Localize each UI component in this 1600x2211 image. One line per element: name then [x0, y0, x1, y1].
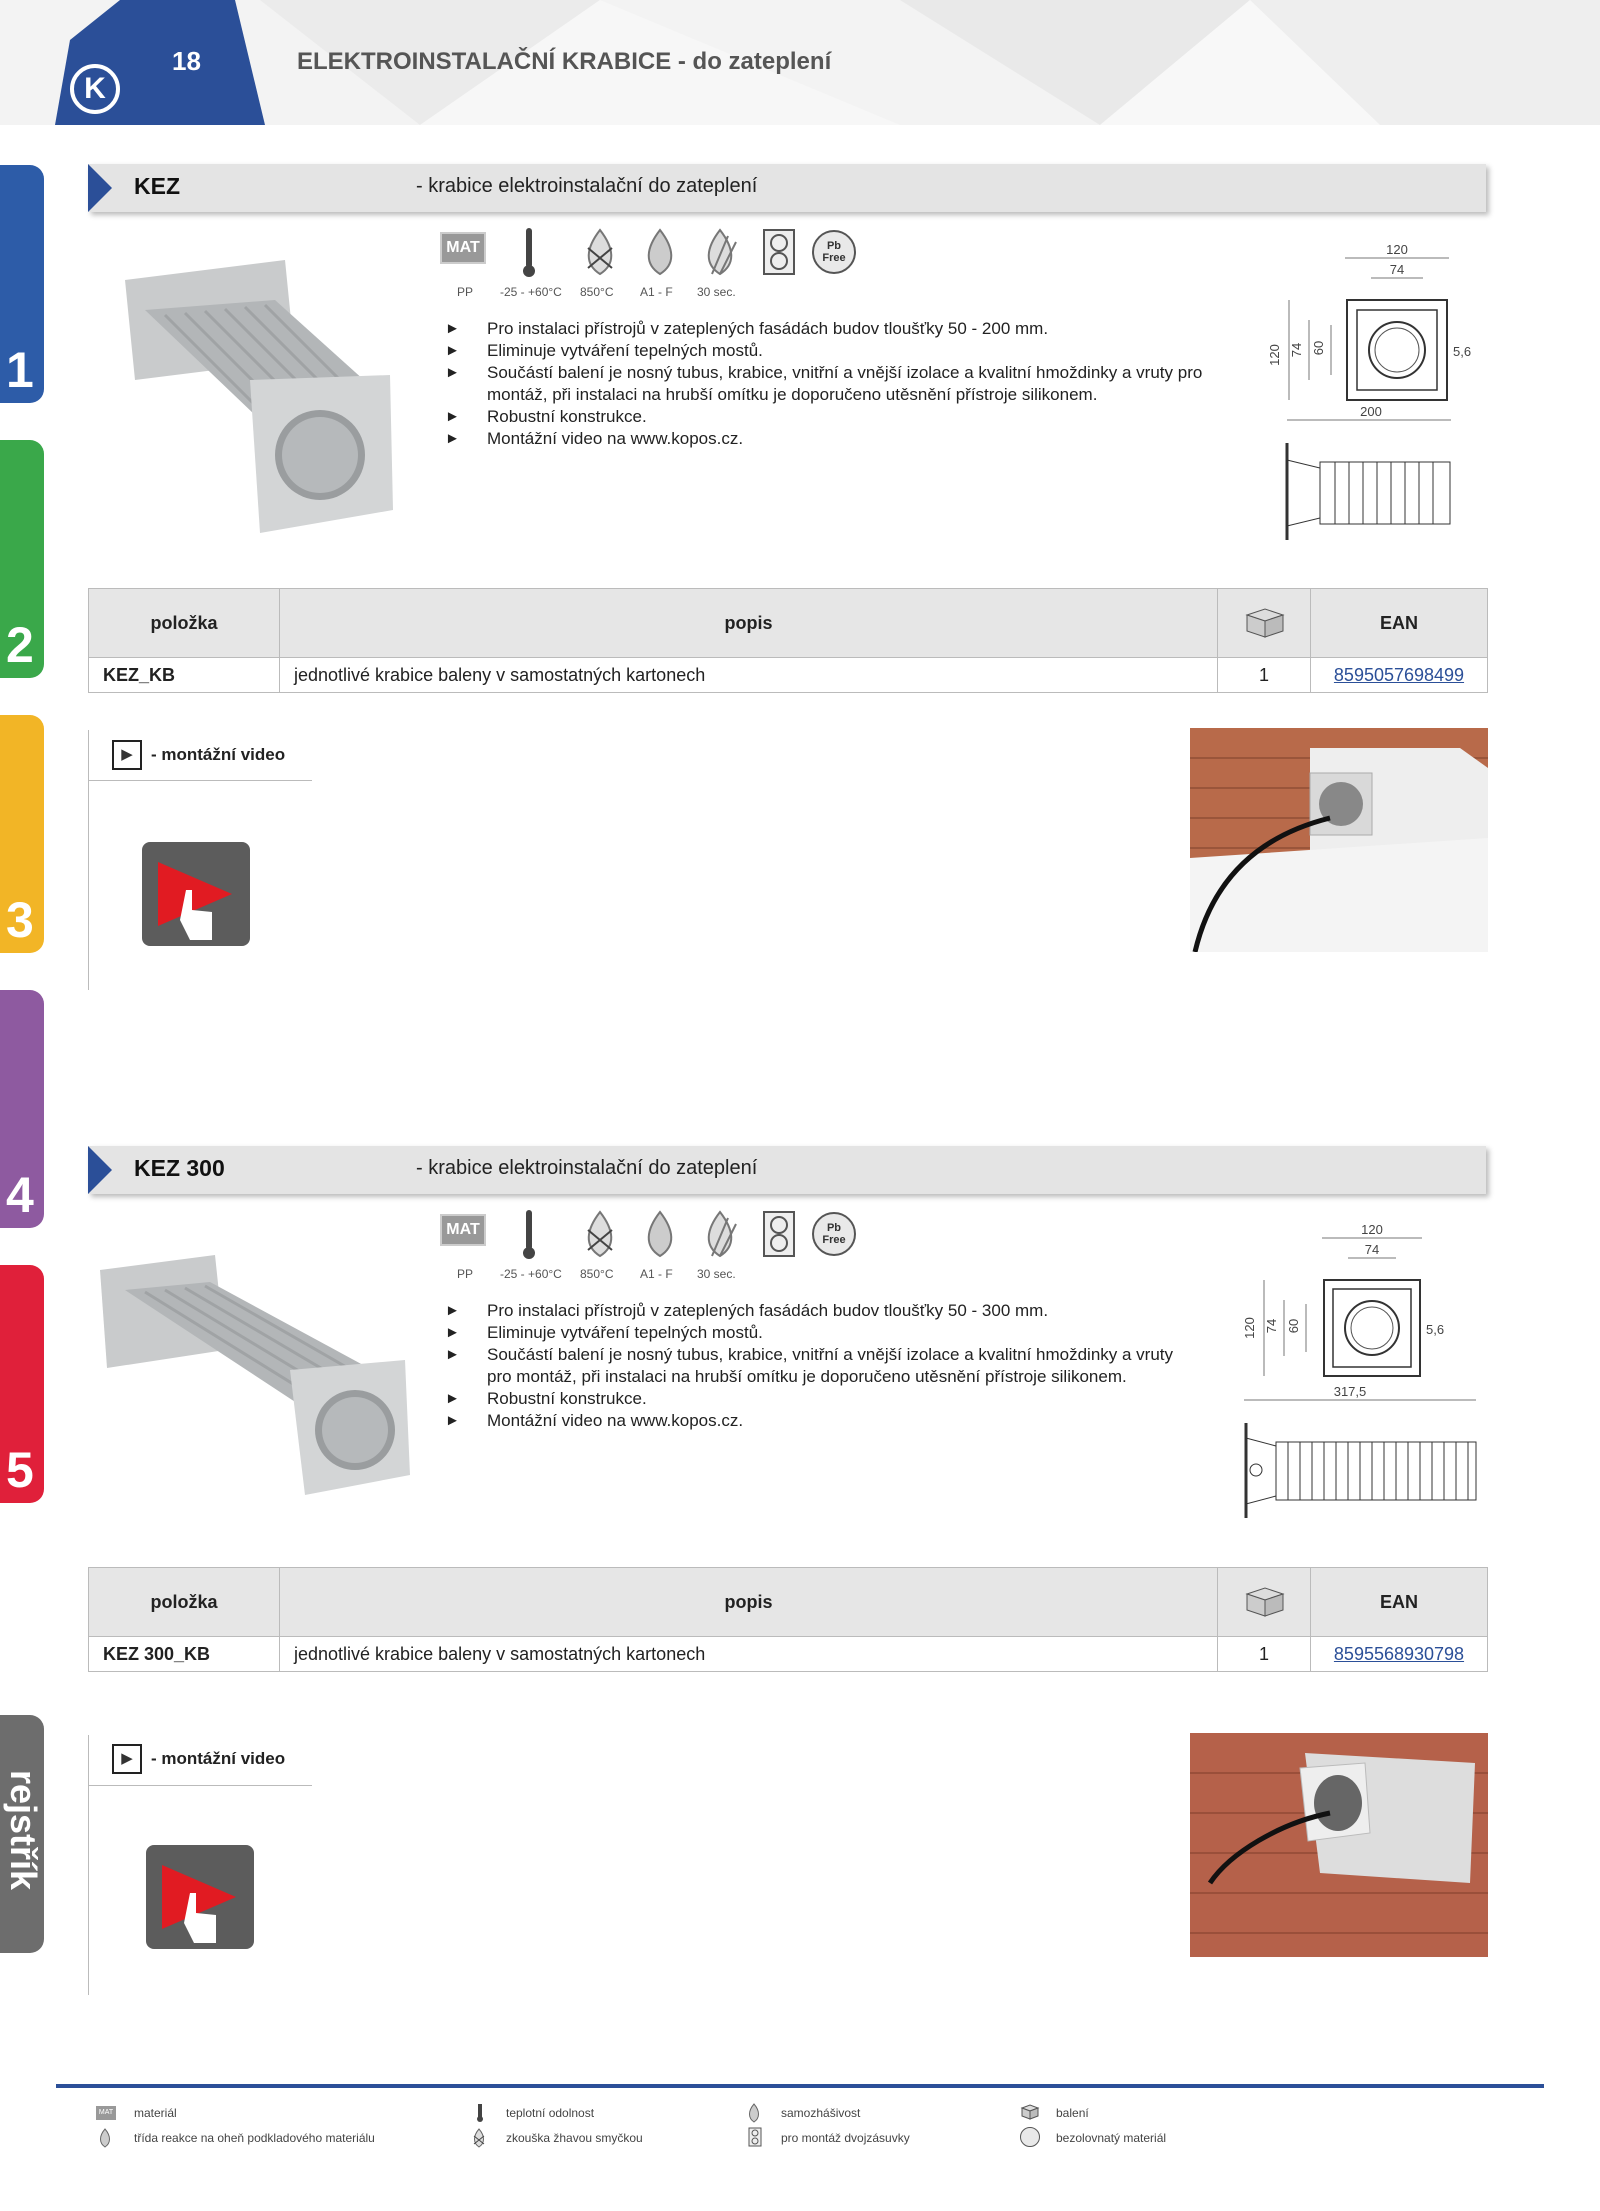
property-icons: [440, 1210, 880, 1260]
cell-qty: 1: [1218, 1637, 1311, 1672]
product-image-kez: [115, 255, 400, 540]
feature-item: ► Robustní konstrukce.: [445, 1388, 1185, 1410]
pb-free-icon: Pb Free: [812, 1212, 856, 1256]
temperature-label: -25 - +60°C: [500, 1267, 562, 1281]
legend-fire: třída reakce na oheň podkladového materiálu: [134, 2131, 375, 2145]
pb-free-icon: [1020, 2127, 1040, 2147]
legend-pack: balení: [1056, 2106, 1089, 2120]
dim-h120: 120: [1267, 344, 1282, 366]
ean-link[interactable]: 8595057698499: [1311, 658, 1488, 693]
technical-drawing-kez: [1265, 240, 1490, 550]
col-desc: popis: [280, 1568, 1218, 1637]
legend-material: materiál: [134, 2106, 177, 2120]
video-thumbnail-icon[interactable]: [140, 840, 252, 948]
product-image-kez300: [95, 1250, 415, 1505]
cell-item: KEZ_KB: [89, 658, 280, 693]
dim-w74: 74: [1389, 262, 1405, 277]
col-item: položka: [89, 1568, 280, 1637]
tab-3[interactable]: [0, 715, 44, 953]
material-icon: MAT: [440, 232, 486, 264]
thermometer-icon: [522, 1210, 536, 1260]
glow-wire-label: 850°C: [580, 1267, 614, 1281]
product-code: KEZ 300: [134, 1155, 225, 1181]
cell-desc: jednotlivé krabice baleny v samostatných kartonech: [280, 658, 1218, 693]
self-extinguish-icon: [745, 2103, 763, 2123]
tab-4-label: 4: [6, 1167, 34, 1223]
tab-4[interactable]: [0, 990, 44, 1228]
feature-item: ► Montážní video na www.kopos.cz.: [445, 428, 1245, 450]
cell-desc: jednotlivé krabice baleny v samostatných kartonech: [280, 1637, 1218, 1672]
self-extinguish-icon: [698, 228, 742, 276]
dim-h74: 74: [1289, 342, 1304, 358]
section-marker: [88, 164, 112, 212]
glow-wire-icon: [470, 2128, 488, 2148]
dim-h60: 60: [1286, 1318, 1301, 1334]
material-label: PP: [457, 1267, 474, 1281]
feature-item: ► Součástí balení je nosný tubus, krabice, vnitřní a vnější izolace a kvalitní hmoždinky a vruty pro montáž, při instalaci na hrubší omítku je doporučeno utěsnění přístroje silikonem.: [445, 1344, 1185, 1388]
page-title: [297, 48, 831, 76]
box-icon: [1241, 1582, 1287, 1618]
property-icons: [440, 228, 880, 278]
ean-link[interactable]: 8595568930798: [1311, 1637, 1488, 1672]
cell-item: KEZ 300_KB: [89, 1637, 280, 1672]
feature-item: ► Montážní video na www.kopos.cz.: [445, 1410, 1185, 1432]
dim-length: 200: [1360, 404, 1382, 419]
double-socket-icon: [762, 228, 796, 276]
tab-1[interactable]: [0, 165, 44, 403]
double-socket-icon: [748, 2127, 762, 2147]
col-item: položka: [89, 589, 280, 658]
glow-wire-icon: [578, 228, 622, 276]
play-icon[interactable]: ▶: [112, 740, 142, 770]
video-divider-h: [88, 1785, 312, 1786]
pb-free-icon: Pb Free: [812, 230, 856, 274]
fire-class-label: A1 - F: [640, 285, 673, 299]
tab-index[interactable]: [0, 1715, 44, 1953]
page-title-sub: - do zateplení: [677, 48, 832, 75]
table-row: [89, 1637, 1488, 1672]
installation-photo-kez: [1190, 728, 1488, 952]
video-label: - montážní video: [151, 1749, 286, 1768]
legend-double: pro montáž dvojzásuvky: [781, 2131, 910, 2145]
tab-1-label: 1: [6, 342, 34, 398]
feature-item: ► Eliminuje vytváření tepelných mostů.: [445, 340, 1245, 362]
material-icon: MAT: [440, 1214, 486, 1246]
dim-w120: 120: [1361, 1222, 1383, 1237]
dim-h74: 74: [1264, 1318, 1279, 1334]
dim-side: 5,6: [1426, 1322, 1445, 1337]
section-bar-kez: [88, 164, 1486, 212]
video-divider-v: [88, 730, 89, 990]
legend-heat: teplotní odolnost: [506, 2106, 595, 2120]
col-desc: popis: [280, 589, 1218, 658]
legend-pb: bezolovnatý materiál: [1056, 2131, 1167, 2145]
dim-h60: 60: [1311, 340, 1326, 356]
glow-wire-icon: [578, 1210, 622, 1258]
glow-wire-label: 850°C: [580, 285, 614, 299]
fire-class-label: A1 - F: [640, 1267, 673, 1281]
table-row: [89, 658, 1488, 693]
dim-length: 317,5: [1333, 1384, 1367, 1399]
installation-photo-kez300: [1190, 1733, 1488, 1957]
tab-3-label: 3: [6, 892, 34, 948]
dim-h120: 120: [1242, 1317, 1257, 1339]
product-description: - krabice elektroinstalační do zateplení: [416, 1157, 758, 1179]
dim-w74: 74: [1364, 1242, 1380, 1257]
page-number: 18: [172, 46, 201, 76]
temperature-label: -25 - +60°C: [500, 285, 562, 299]
col-ean: EAN: [1311, 1568, 1488, 1637]
tab-2-label: 2: [6, 617, 34, 673]
tab-5[interactable]: [0, 1265, 44, 1503]
self-ext-label: 30 sec.: [697, 285, 736, 299]
cell-qty: 1: [1218, 658, 1311, 693]
tab-2[interactable]: [0, 440, 44, 678]
tab-5-label: 5: [6, 1442, 34, 1498]
feature-item: ► Robustní konstrukce.: [445, 406, 1245, 428]
legend-self: samozhášivost: [781, 2106, 861, 2120]
brand-logo: K: [70, 64, 120, 114]
material-label: PP: [457, 285, 474, 299]
double-socket-icon: [762, 1210, 796, 1258]
thermometer-icon: [522, 228, 536, 278]
feature-item: ► Eliminuje vytváření tepelných mostů.: [445, 1322, 1185, 1344]
self-ext-label: 30 sec.: [697, 1267, 736, 1281]
flame-icon: [96, 2128, 114, 2148]
self-extinguish-icon: [698, 1210, 742, 1258]
material-icon: MAT: [96, 2106, 116, 2120]
dim-side: 5,6: [1453, 344, 1472, 359]
footer-line: [56, 2084, 1544, 2088]
feature-item: ► Pro instalaci přístrojů v zateplených fasádách budov tloušťky 50 - 200 mm.: [445, 318, 1245, 340]
thermometer-icon: [476, 2104, 484, 2122]
dim-w120: 120: [1386, 242, 1408, 257]
legend-glow: zkouška žhavou smyčkou: [506, 2131, 643, 2145]
col-pack: [1218, 1568, 1311, 1637]
technical-drawing-kez300: [1240, 1220, 1490, 1525]
col-ean: EAN: [1311, 589, 1488, 658]
video-divider-h: [88, 780, 312, 781]
feature-list: [445, 318, 1245, 450]
feature-item: ► Součástí balení je nosný tubus, krabice, vnitřní a vnější izolace a kvalitní hmoždinky a vruty pro montáž, při instalaci na hrubší omítku je doporučeno utěsnění přístroje silikonem.: [445, 362, 1245, 406]
col-pack: [1218, 589, 1311, 658]
page-title-main: ELEKTROINSTALAČNÍ KRABICE: [297, 48, 672, 75]
video-divider-v: [88, 1735, 89, 1995]
section-marker: [88, 1146, 112, 1194]
box-icon: [1020, 2103, 1040, 2121]
section-bar-kez300: [88, 1146, 1486, 1194]
product-table-kez: [88, 588, 1488, 693]
flame-icon: [638, 1210, 682, 1258]
video-label: - montážní video: [151, 745, 286, 764]
flame-icon: [638, 228, 682, 276]
product-description: - krabice elektroinstalační do zateplení: [416, 175, 758, 197]
feature-list: [445, 1300, 1185, 1432]
tab-index-label: rejstřík: [3, 1770, 44, 1891]
feature-item: ► Pro instalaci přístrojů v zateplených fasádách budov tloušťky 50 - 300 mm.: [445, 1300, 1185, 1322]
video-thumbnail-icon[interactable]: [144, 1843, 256, 1951]
box-icon: [1241, 603, 1287, 639]
product-code: KEZ: [134, 173, 180, 199]
play-icon[interactable]: ▶: [112, 1744, 142, 1774]
product-table-kez300: [88, 1567, 1488, 1672]
